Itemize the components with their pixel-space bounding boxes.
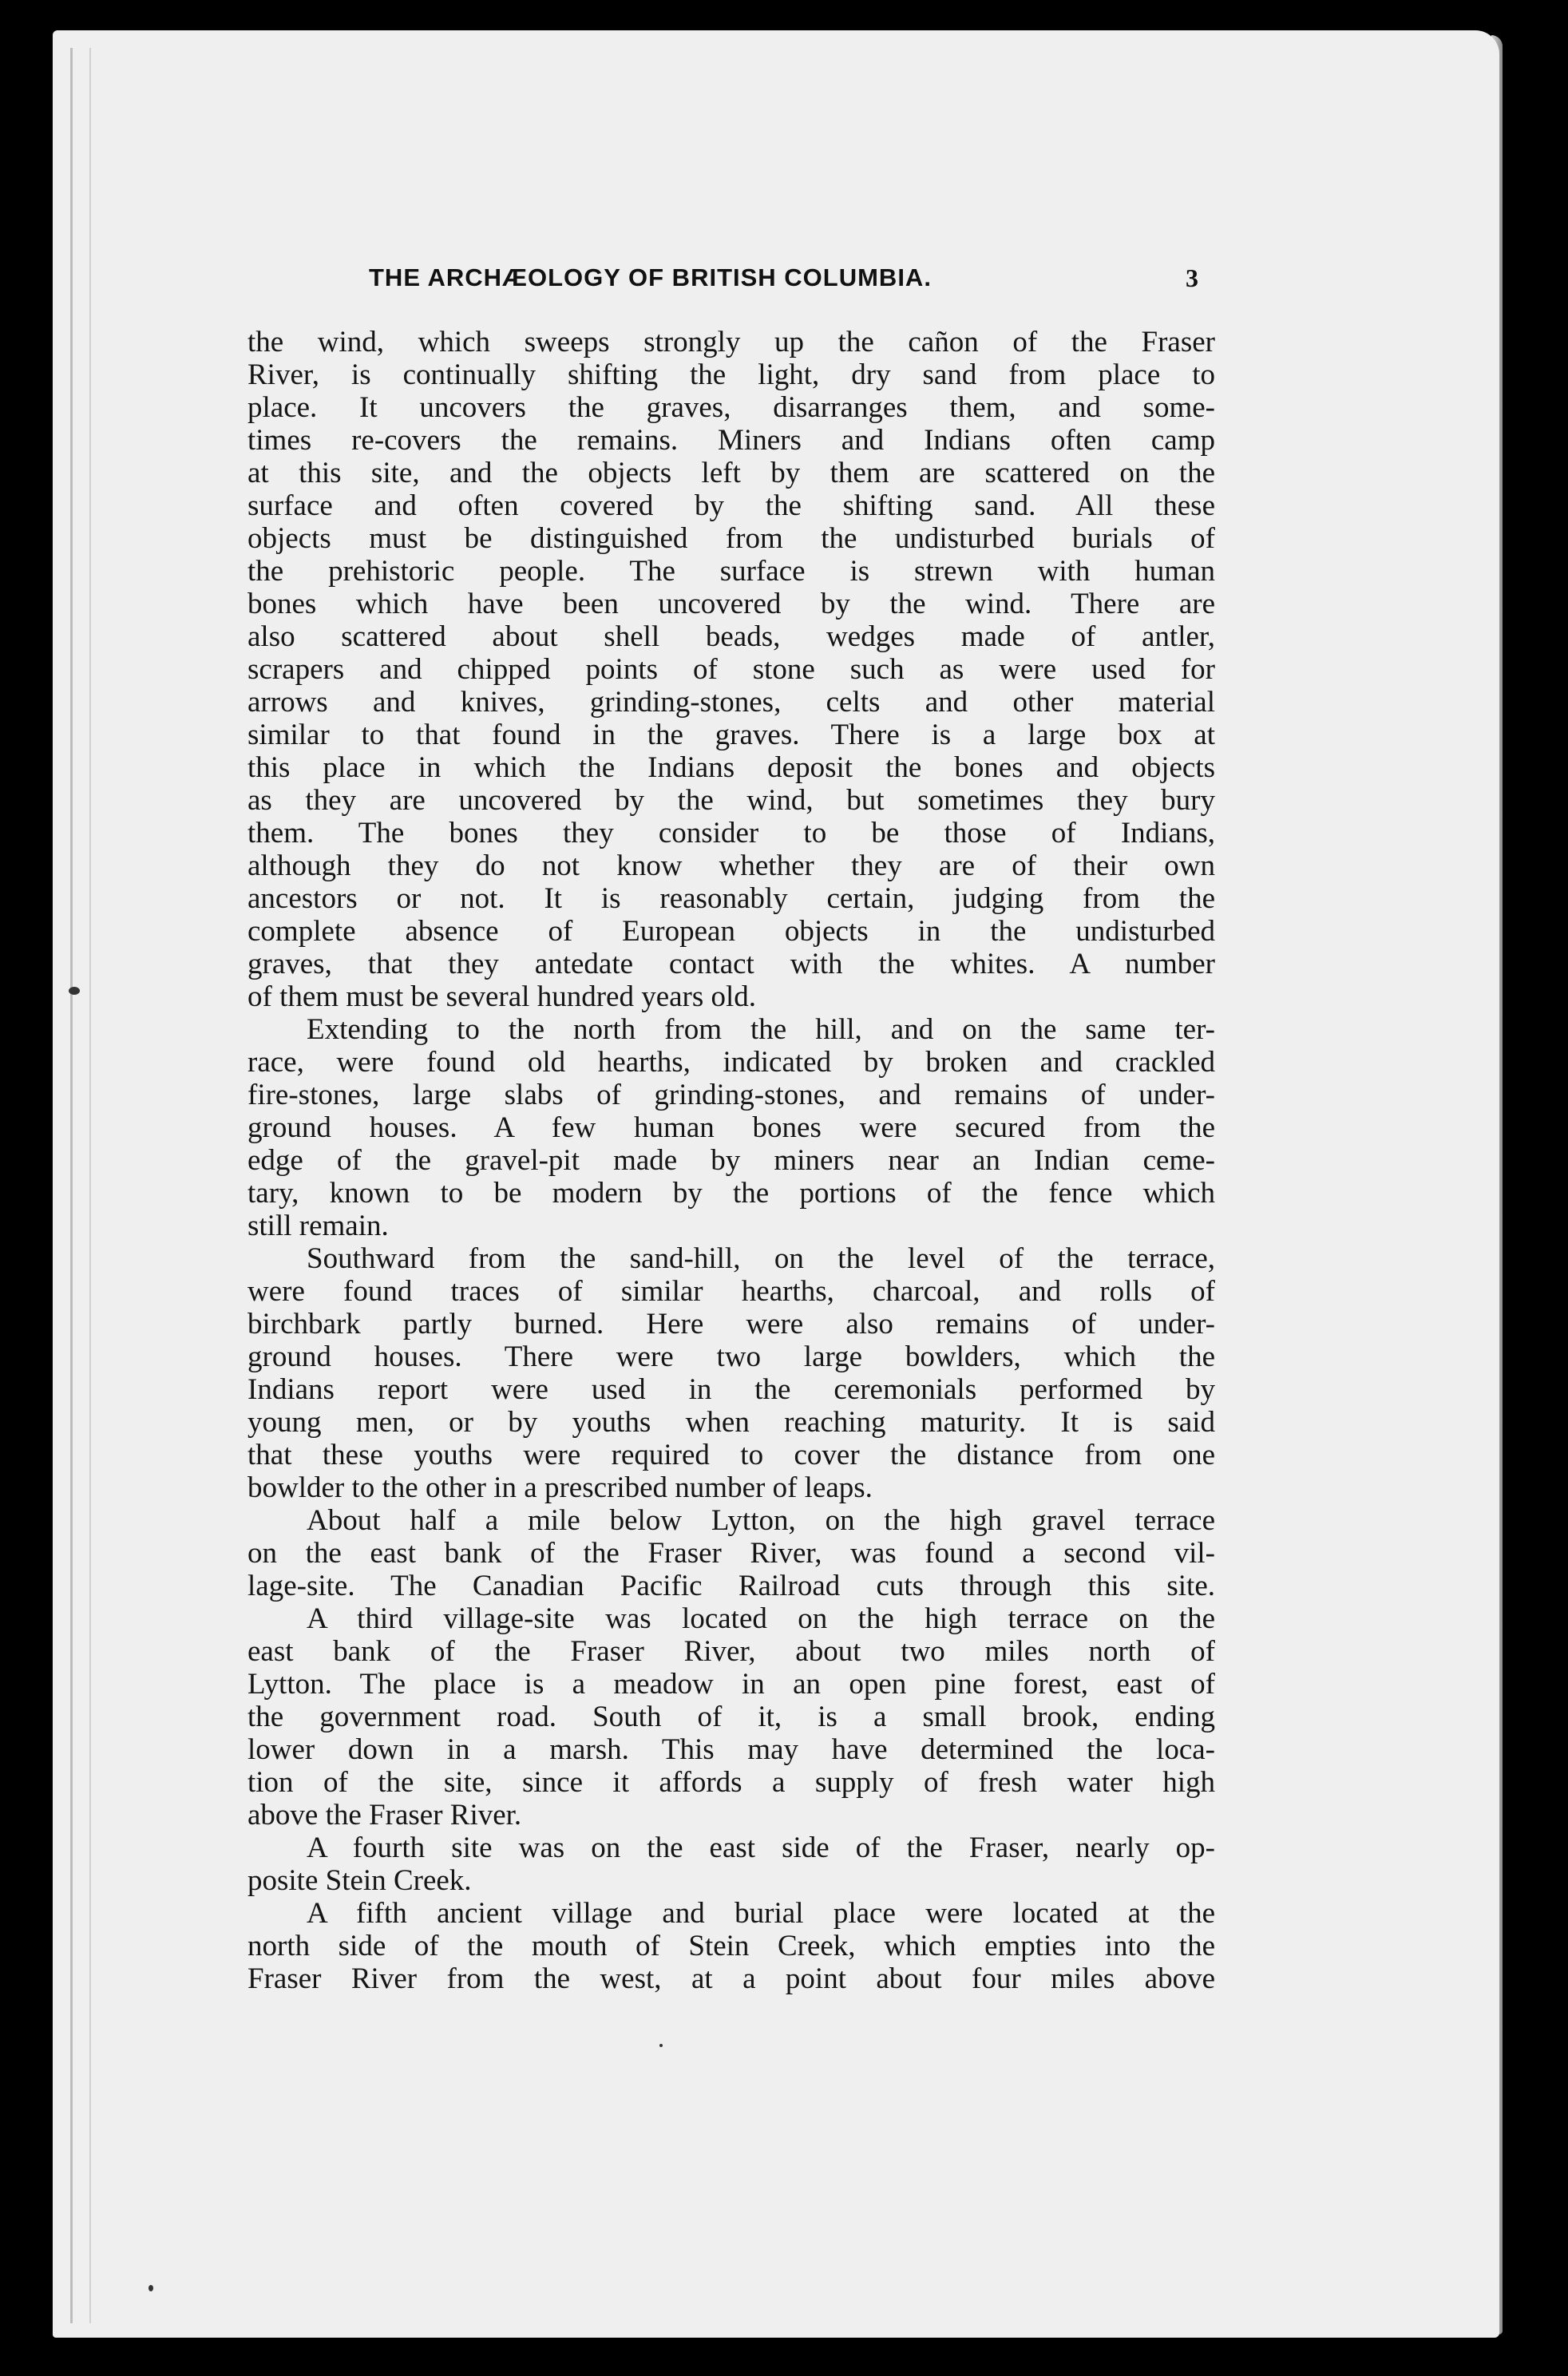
text-line: race, were found old hearths, indicated by broken and crackled [247,1046,1215,1079]
text-line: A fifth ancient village and burial place were located at the [307,1897,1215,1930]
text-line: on the east bank of the Fraser River, was found a second vil- [247,1537,1215,1570]
text-line: east bank of the Fraser River, about two miles north of [247,1635,1215,1668]
binding-edge [70,48,73,2323]
text-line: bones which have been uncovered by the wind. There are [247,588,1215,620]
text-line: the government road. South of it, is a small brook, ending [247,1701,1215,1733]
text-line: Lytton. The place is a meadow in an open pine forest, east of [247,1668,1215,1701]
text-line: Extending to the north from the hill, and on the same ter- [307,1013,1215,1046]
text-line: although they do not know whether they are of their own [247,849,1215,882]
text-line: that these youths were required to cover the distance from one [247,1439,1215,1471]
text-line: About half a mile below Lytton, on the high gravel terrace [307,1504,1215,1537]
text-line: fire-stones, large slabs of grinding-stones, and remains of under- [247,1079,1215,1111]
text-line: graves, that they antedate contact with the whites. A number [247,948,1215,980]
scan-speck [148,2285,153,2291]
text-line: ancestors or not. It is reasonably certain, judging from the [247,882,1215,915]
text-line: similar to that found in the graves. There is a large box at [247,719,1215,751]
text-line: young men, or by youths when reaching maturity. It is said [247,1406,1215,1439]
scan-speck [659,2044,663,2047]
page-number: 3 [1186,263,1199,292]
text-line: Indians report were used in the ceremonials performed by [247,1373,1215,1406]
text-line: tary, known to be modern by the portions of the fence which [247,1177,1215,1210]
text-line: bowlder to the other in a prescribed number of leaps. [247,1471,873,1504]
text-line: the wind, which sweeps strongly up the cañon of the Fraser [247,326,1215,358]
running-header [369,263,1199,300]
running-title: THE ARCHÆOLOGY OF BRITISH COLUMBIA. [369,263,932,291]
text-line: objects must be distinguished from the undisturbed burials of [247,522,1215,555]
text-line: edge of the gravel-pit made by miners near an Indian ceme- [247,1144,1215,1177]
text-line: tion of the site, since it affords a supply of fresh water high [247,1766,1215,1799]
text-line: as they are uncovered by the wind, but sometimes they bury [247,784,1215,817]
text-line: arrows and knives, grinding-stones, celts and other material [247,686,1215,719]
text-line: them. The bones they consider to be those of Indians, [247,817,1215,849]
text-line: north side of the mouth of Stein Creek, which empties into the [247,1930,1215,1962]
text-line: ground houses. There were two large bowlders, which the [247,1340,1215,1373]
text-line: A third village-site was located on the high terrace on the [307,1602,1215,1635]
text-line: lage-site. The Canadian Pacific Railroad cuts through this site. [247,1570,1215,1602]
text-line: lower down in a marsh. This may have determined the loca- [247,1733,1215,1766]
text-line: were found traces of similar hearths, charcoal, and rolls of [247,1275,1215,1308]
body-text [247,326,1215,1995]
text-line: place. It uncovers the graves, disarranges them, and some- [247,391,1215,424]
text-line: the prehistoric people. The surface is strewn with human [247,555,1215,588]
text-line: also scattered about shell beads, wedges made of antler, [247,620,1215,653]
binding-edge-inner [89,48,91,2323]
text-line: still remain. [247,1210,389,1242]
text-line: above the Fraser River. [247,1799,522,1832]
text-line: birchbark partly burned. Here were also remains of under- [247,1308,1215,1340]
text-line: Southward from the sand-hill, on the level of the terrace, [307,1242,1215,1275]
text-line: scrapers and chipped points of stone such as were used for [247,653,1215,686]
text-line: A fourth site was on the east side of the Fraser, nearly op- [307,1832,1215,1864]
text-line: times re-covers the remains. Miners and Indians often camp [247,424,1215,457]
text-line: Fraser River from the west, at a point about four miles above [247,1962,1215,1995]
text-line: surface and often covered by the shifting sand. All these [247,489,1215,522]
margin-mark [69,987,80,995]
text-line: ground houses. A few human bones were secured from the [247,1111,1215,1144]
text-line: at this site, and the objects left by them are scattered on the [247,457,1215,489]
text-line: River, is continually shifting the light, dry sand from place to [247,358,1215,391]
text-line: posite Stein Creek. [247,1864,472,1897]
text-line: of them must be several hundred years old. [247,980,757,1013]
text-line: complete absence of European objects in the undisturbed [247,915,1215,948]
text-line: this place in which the Indians deposit the bones and objects [247,751,1215,784]
